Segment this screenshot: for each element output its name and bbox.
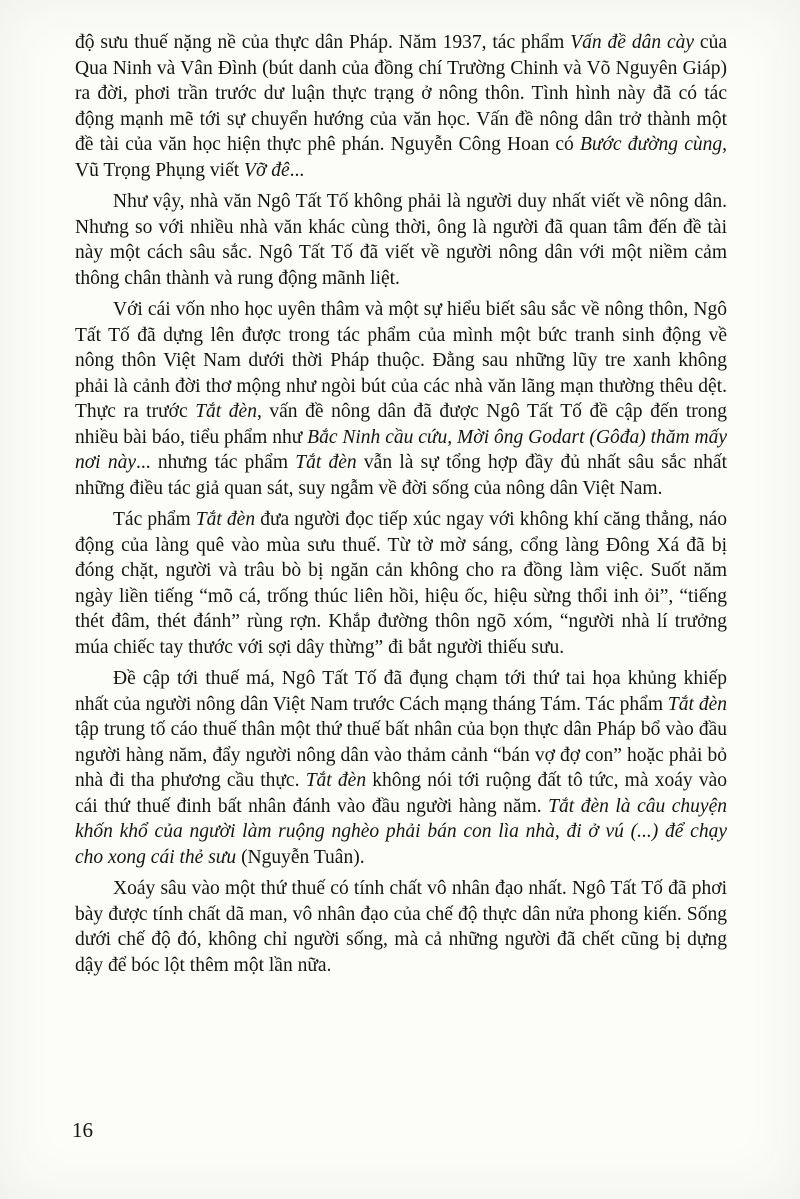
text-run: Với cái vốn nho học uyên thâm và một sự hiểu biết sâu sắc về nông thôn, Ngô Tất Tố đã dựng lên được trong tác phẩm của mình một bức tranh sinh động về nông thôn Việt Nam dưới thời Pháp thuộc. Đằng sau những lũy tre xanh không phải là cảnh đời thơ mộng như ngòi bút của các nhà văn lãng mạn thường thêu dệt. Thực ra trước (75, 299, 727, 422)
paragraph (75, 876, 727, 978)
text-run: Vũ Trọng Phụng viết (75, 159, 245, 181)
italic-text-run: Tắt đèn (195, 401, 257, 422)
italic-text-run: Tắt đèn là câu chuyện khốn khổ của người làm ruộng nghèo phải bán con lìa nhà, đi ở vú (...) để chạy cho xong cái thẻ sưu (75, 795, 727, 868)
page-text (75, 30, 727, 984)
text-run: tập trung tố cáo thuế thân một thứ thuế bất nhân của bọn thực dân Pháp bổ vào đầu người hàng năm, đẩy người nông dân vào thảm cảnh “bán vợ đợ con” hoặc phải bỏ nhà đi tha phương cầu thực. (75, 719, 727, 791)
text-run: ... (289, 159, 305, 181)
italic-text-run: Bước đường cùng, (579, 134, 727, 155)
text-run: độ sưu thuế nặng nề của thực dân Pháp. Năm 1937, tác phẩm (75, 32, 571, 53)
text-run: Xoáy sâu vào một thứ thuế có tính chất vô nhân đạo nhất. Ngô Tất Tố đã phơi bày được tính chất dã man, vô nhân đạo của chế độ thực dân nửa phong kiến. Sống dưới chế độ đó, không chỉ người sống, mà cả những người đã chết cũng bị dựng dậy để bóc lột thêm một lần nữa. (75, 878, 727, 976)
text-run: Như vậy, nhà văn Ngô Tất Tố không phải là người duy nhất viết về nông dân. Nhưng so với nhiều nhà văn khác cùng thời, ông là người đã quan tâm đến đề tài này một cách sâu sắc. Ngô Tất Tố đã viết về người nông dân với một niềm cảm thông chân thành và rung động mãnh liệt. (75, 191, 727, 289)
text-run: ... nhưng tác phẩm (135, 452, 296, 473)
page-number: 16 (72, 1118, 93, 1142)
text-run: đưa người đọc tiếp xúc ngay với không khí căng thẳng, náo động của làng quê vào mùa sưu thuế. Từ tờ mờ sáng, cổng làng Đông Xá đã bị đóng chặt, người và trâu bò bị ngăn cản không cho ra đồng làm việc. Suốt năm ngày liền tiếng “mõ cá, trống thúc liên hồi, hiệu ốc, hiệu sừng thổi inh ỏi”, “tiếng thét đâm, thét đánh” rùng rợn. Khắp đường thôn ngõ xóm, “người nhà lí trưởng múa chiếc tay thước với sợi dây thừng” đi bắt người thiếu sưu. (75, 509, 728, 658)
italic-text-run: Tắt đèn (195, 509, 256, 530)
italic-text-run: Tắt đèn (305, 770, 367, 791)
paragraph (75, 30, 727, 183)
text-run: (Nguyễn Tuân). (236, 846, 365, 868)
paragraph (75, 666, 727, 870)
paragraph (75, 297, 727, 501)
italic-text-run: Vấn đề dân cày (570, 32, 695, 53)
text-run: không nói tới ruộng đất tô tức, mà xoáy vào cái thứ thuế đinh bất nhân đánh vào đầu người hàng năm. (75, 770, 727, 817)
italic-text-run: Bắc Ninh cầu cứu, Mời ông Godart (Gôđa) thăm mấy nơi này (75, 426, 727, 473)
italic-text-run: Tắt đèn (295, 452, 357, 473)
text-run: Đề cập tới thuế má, Ngô Tất Tố đã đụng chạm tới thứ tai họa khủng khiếp nhất của người nông dân Việt Nam trước Cách mạng tháng Tám. Tác phẩm (75, 668, 727, 715)
text-run: Tác phẩm (113, 509, 196, 530)
italic-text-run: Vỡ đê (244, 159, 290, 181)
text-run: , vấn đề nông dân đã được Ngô Tất Tố đề cập đến trong nhiều bài báo, tiểu phẩm như (75, 401, 727, 448)
italic-text-run: Tắt đèn (667, 693, 728, 715)
paragraph (75, 189, 727, 291)
text-run: vẫn là sự tổng hợp đầy đủ nhất sâu sắc nhất những điều tác giả quan sát, suy ngẫm về đời sống của nông dân Việt Nam. (75, 452, 727, 499)
paragraph (75, 507, 727, 660)
text-run: của Qua Ninh và Vân Đình (bút danh của đồng chí Trường Chinh và Võ Nguyên Giáp) ra đời, phơi trần trước dư luận thực trạng ở nông thôn. Tình hình này đã có tác động mạnh mẽ tới sự chuyển hướng của văn học. Vấn đề nông dân trở thành một đề tài của văn học hiện thực phê phán. Nguyễn Công Hoan có (75, 32, 727, 155)
